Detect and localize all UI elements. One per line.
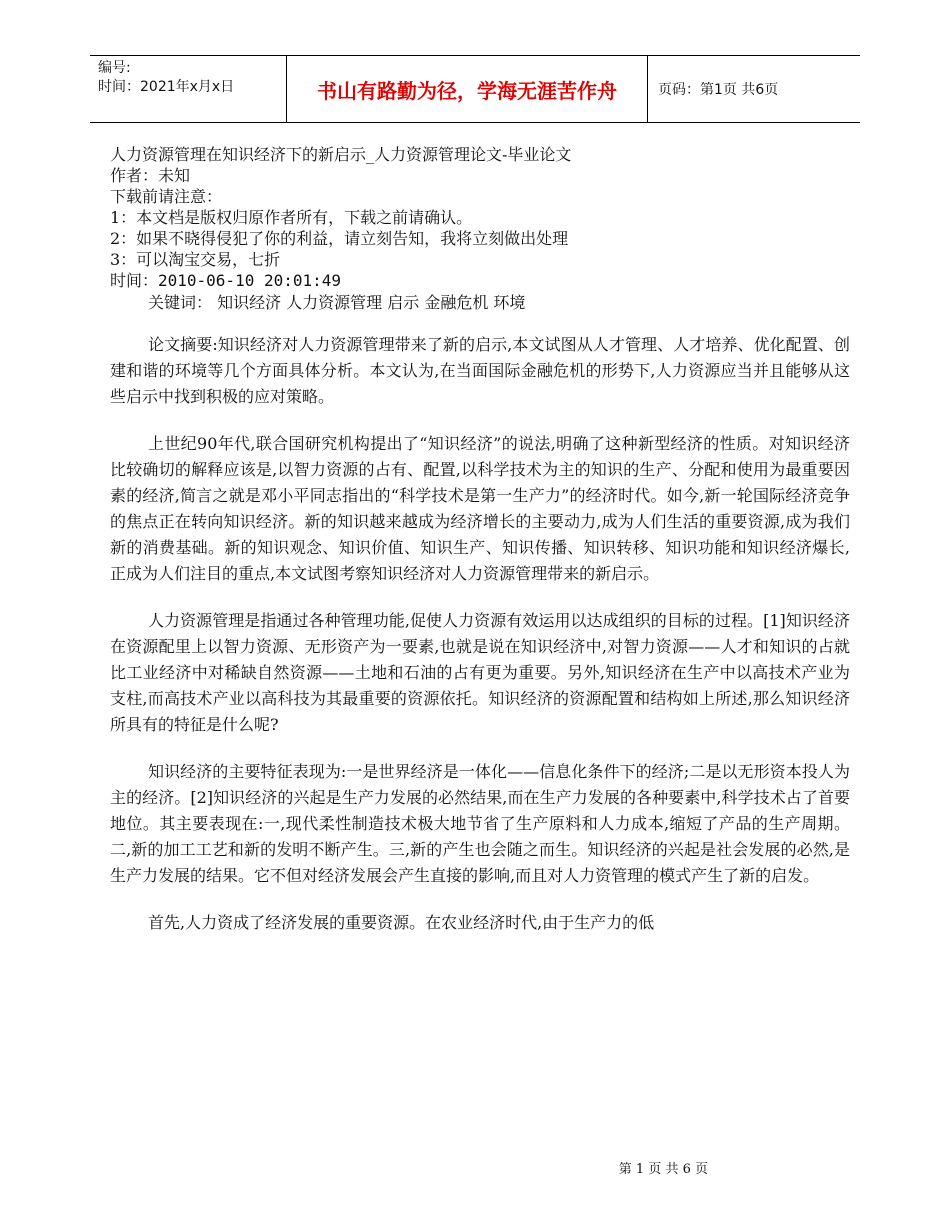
page-header	[90, 55, 860, 123]
body-paragraph: 首先,人力资成了经济发展的重要资源。在农业经济时代,由于生产力的低	[148, 913, 655, 932]
abstract-paragraph: 论文摘要:知识经济对人力资源管理带来了新的启示,本文试图从人才管理、人才培养、优化配置、创建和谐的环境等几个方面具体分析。本文认为,在当面国际金融危机的形势下,人力资源应当并且能够从这些启示中找到积极的应对策略。	[110, 335, 850, 406]
download-notice: 下载前请注意：	[110, 187, 223, 206]
document-body	[110, 144, 850, 952]
body-paragraph: 知识经济的主要特征表现为:一是世界经济是一体化——信息化条件下的经济;二是以无形资本投人为主的经济。[2]知识经济的兴起是生产力发展的必然结果,而在生产力发展的各种要素中,科学技术占了首要地位。其主要表现在:一,现代柔性制造技术极大地节省了生产原料和人力成本,缩短了产品的生产周期。二,新的加工工艺和新的发明不断产生。三,新的产生也会随之而生。知识经济的兴起是社会发展的必然,是生产力发展的结果。它不但对经济发展会产生直接的影响,而且对人力资管理的模式产生了新的启发。	[110, 762, 850, 885]
motto-text: 书山有路勤为径，学海无涯苦作舟	[317, 78, 617, 103]
time-line: 时间：2010-06-10 20:01:49	[110, 271, 342, 290]
header-page-info: 页码：第1页 共6页	[658, 82, 779, 98]
body-paragraph: 人力资源管理是指通过各种管理功能,促使人力资源有效运用以达成组织的目标的过程。[1]知识经济在资源配里上以智力资源、无形资产为一要素,也就是说在知识经济中,对智力资源——人才和知识的占就比工业经济中对稀缺自然资源——土地和石油的占有更为重要。另外,知识经济在生产中以高技术产业为支柱,而高技术产业以高科技为其最重要的资源依托。知识经济的资源配置和结构如上所述,那么知识经济所具有的特征是什么呢?	[110, 611, 850, 734]
header-left-cell	[98, 59, 278, 97]
page-footer: 第 1 页 共 6 页	[618, 1162, 708, 1177]
document-title: 人力资源管理在知识经济下的新启示_人力资源管理论文-毕业论文	[110, 145, 572, 164]
note-item: 2：如果不晓得侵犯了你的利益，请立刻告知，我将立刻做出处理	[110, 229, 569, 248]
note-item: 3：可以淘宝交易，七折	[110, 250, 281, 269]
keywords-line: 关键词： 知识经济 人力资源管理 启示 金融危机 环境	[148, 293, 526, 312]
body-paragraph: 上世纪90年代,联合国研究机构提出了“知识经济”的说法,明确了这种新型经济的性质。对知识经济比较确切的解释应该是,以智力资源的占有、配置,以科学技术为主的知识的生产、分配和使用为最重要因素的经济,简言之就是邓小平同志指出的“科学技术是第一生产力”的经济时代。如今,新一轮国际经济竞争的焦点正在转向知识经济。新的知识越来越成为经济增长的主要动力,成为人们生活的重要资源,成为我们新的消费基础。新的知识观念、知识价值、知识生产、知识传播、知识转移、知识功能和知识经济爆长,正成为人们注目的重点,本文试图考察知识经济对人力资源管理带来的新启示。	[110, 434, 850, 583]
time-label: 时间：2021年x月x日	[98, 79, 235, 95]
number-label: 编号:	[98, 60, 131, 76]
author-line: 作者：未知	[110, 166, 191, 185]
header-motto-cell	[286, 56, 648, 122]
note-item: 1：本文档是版权归原作者所有，下载之前请确认。	[110, 208, 473, 227]
